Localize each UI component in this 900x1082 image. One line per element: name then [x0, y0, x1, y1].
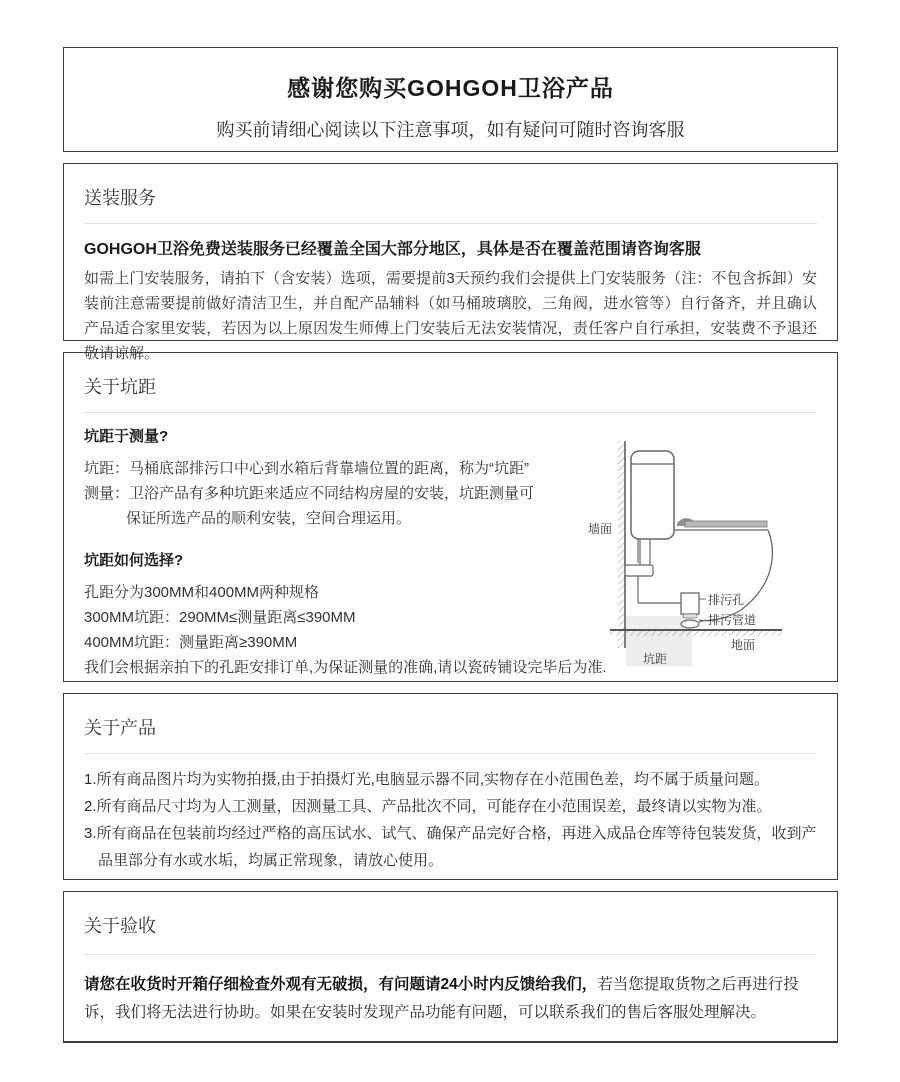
floor-label: 地面 [731, 638, 756, 652]
drain-pipe-label: 排污管道 [708, 613, 757, 627]
acceptance-box [63, 891, 838, 1043]
drain-hole-label: 排污孔 [708, 593, 745, 607]
delivery-heading: 送装服务 [84, 188, 156, 208]
pit-text-column [84, 425, 629, 680]
wall-label: 墙面 [588, 522, 613, 536]
pit-q1-title: 坑距于测量? [84, 428, 169, 445]
products-heading: 关于产品 [84, 718, 156, 738]
delivery-body-text: 如需上门安装服务，请拍下（含安装）选项，需要提前3天预约我们会提供上门安装服务（注：不包含拆卸）安装前注意需要提前做好清洁卫生，并自配产品辅料（如马桶玻璃胶，三角阀，进水管等）自行备齐，并且确认产品适合家里安装，若因为以上原因发生师傅上门安装后无法安装情况，责任客户自行承担，安装费不予退还敬请谅解。 [84, 270, 817, 362]
pit-q1-line3: 保证所选产品的顺利安装，空间合理运用。 [126, 510, 412, 527]
welcome-box [63, 47, 838, 152]
pit-content [84, 425, 817, 680]
pit-q1-line1: 坑距：马桶底部排污口中心到水箱后背靠墙位置的距离，称为“坑距” [84, 460, 529, 477]
pit-distance-diagram [585, 433, 805, 673]
delivery-lead-text: GOHGOH卫浴免费送装服务已经覆盖全国大部分地区，具体是否在覆盖范围请咨询客服 [84, 241, 701, 258]
about-products-box [63, 693, 838, 880]
acceptance-heading: 关于验收 [84, 916, 156, 936]
drain-hole [681, 593, 699, 614]
pit-label: 坑距 [643, 652, 668, 666]
wall-hatch [618, 441, 625, 648]
pit-q2-line4: 我们会根据亲拍下的孔距安排订单,为保证测量的准确,请以瓷砖铺设完毕后为准. [84, 659, 607, 676]
pit-distance-box [63, 352, 838, 682]
delivery-service-box [63, 163, 838, 362]
page-title: 感谢您购买GOHGOH卫浴产品 [287, 75, 614, 101]
page-subtitle: 购买前请细心阅读以下注意事项，如有疑问可随时咨询客服 [216, 120, 685, 140]
acceptance-body-text [84, 971, 817, 1027]
drain-pipe [681, 620, 699, 628]
seat-lid [685, 521, 767, 527]
pit-heading: 关于坑距 [84, 377, 156, 397]
pit-q2-line1: 孔距分为300MM和400MM两种规格 [84, 584, 320, 601]
acceptance-normal-text: 若当您提取货物之后再进行投诉，我们将无法进行协助。如果在安装时发现产品功能有问题，可以联系我们的售后客服处理解决。 [84, 976, 799, 1021]
product-note-1: 1.所有商品图片均为实物拍摄,由于拍摄灯光,电脑显示器不同,实物存在小范围色差，均不属于质量问题。 [84, 771, 770, 788]
divider [84, 223, 817, 224]
pit-choose-block [84, 549, 629, 680]
toilet-diagram-icon [585, 433, 805, 673]
acceptance-bold-text: 请您在收货时开箱仔细检查外观有无破损，有问题请24小时内反馈给我们， [84, 976, 598, 993]
divider [84, 753, 817, 754]
divider [84, 412, 817, 413]
product-note-3: 3.所有商品在包装前均经过严格的高压试水、试气、确保产品完好合格，再进入成品仓库等待包装发货，收到产品里部分有水或水垢，均属正常现象，请放心使用。 [84, 825, 817, 869]
pit-q2-line3: 400MM坑距：测量距离≥390MM [84, 634, 298, 651]
divider [84, 954, 817, 955]
bowl-contour [699, 530, 772, 621]
pit-q2-line2: 300MM坑距：290MM≤测量距离≤390MM [84, 609, 356, 626]
shutoff-valve [625, 565, 653, 576]
pit-q1-line2: 测量：卫浴产品有多种坑距来适应不同结构房屋的安装，坑距测量可 [84, 485, 535, 502]
product-note-2: 2.所有商品尺寸均为人工测量，因测量工具、产品批次不同，可能存在小范围误差，最终请以实物为准。 [84, 798, 772, 815]
pit-q2-title: 坑距如何选择? [84, 552, 184, 569]
